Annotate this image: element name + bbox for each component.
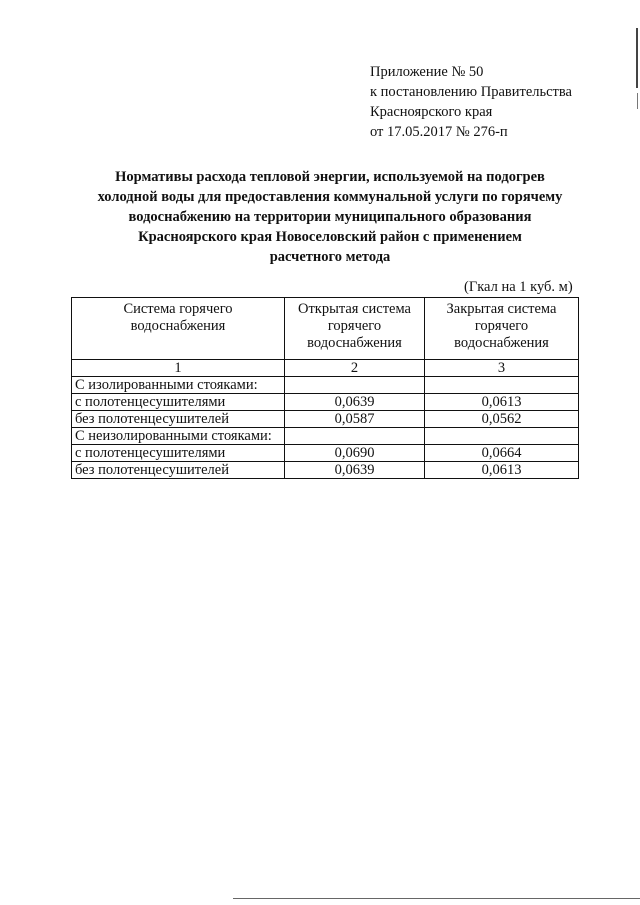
scan-edge-mark [637, 93, 638, 109]
table-row [72, 394, 579, 411]
header-closed-system [425, 298, 579, 360]
table-row [72, 445, 579, 462]
header-text: водоснабжения [307, 335, 402, 351]
open-value [285, 428, 425, 445]
row-label: С изолированными стояками: [72, 377, 285, 394]
title-line: Красноярского края Новоселовский район с применением [138, 229, 522, 245]
open-value: 0,0639 [285, 462, 425, 479]
row-label: с полотенцесушителями [72, 394, 285, 411]
table-header-row [72, 298, 579, 360]
header-text: Система горячего [123, 301, 233, 317]
header-text: горячего [474, 318, 529, 334]
table-row [72, 462, 579, 479]
closed-value: 0,0664 [425, 445, 579, 462]
column-number: 2 [285, 360, 425, 377]
row-label: с полотенцесушителями [72, 445, 285, 462]
closed-value: 0,0613 [425, 394, 579, 411]
annex-region: Красноярского края [370, 104, 493, 120]
table-row [72, 411, 579, 428]
document-title [70, 167, 590, 267]
title-line: Нормативы расхода тепловой энергии, используемой на подогрев [115, 169, 545, 185]
header-text: Закрытая система [446, 301, 557, 317]
open-value [285, 377, 425, 394]
column-number: 3 [425, 360, 579, 377]
open-value: 0,0690 [285, 445, 425, 462]
annex-resolution: к постановлению Правительства [370, 84, 572, 100]
column-number-row [72, 360, 579, 377]
unit-label: (Гкал на 1 куб. м) [464, 279, 573, 295]
open-value: 0,0639 [285, 394, 425, 411]
header-system [72, 298, 285, 360]
row-label: С неизолированными стояками: [72, 428, 285, 445]
annex-reference [370, 62, 572, 142]
footer-rule [233, 898, 640, 899]
row-label: без полотенцесушителей [72, 411, 285, 428]
annex-date: от 17.05.2017 № 276-п [370, 124, 508, 140]
row-label: без полотенцесушителей [72, 462, 285, 479]
norms-table [71, 297, 579, 479]
header-text: водоснабжения [454, 335, 549, 351]
scan-edge-mark [636, 28, 638, 88]
header-text: водоснабжения [130, 318, 226, 334]
annex-number: Приложение № 50 [370, 64, 484, 80]
open-value: 0,0587 [285, 411, 425, 428]
table-row [72, 428, 579, 445]
title-line: водоснабжению на территории муниципального образования [128, 209, 532, 225]
closed-value [425, 377, 579, 394]
title-line: расчетного метода [269, 249, 391, 265]
header-text: горячего [327, 318, 382, 334]
table-row [72, 377, 579, 394]
header-open-system [285, 298, 425, 360]
title-line: холодной воды для предоставления коммунальной услуги по горячему [97, 189, 563, 205]
header-text: Открытая система [297, 301, 411, 317]
closed-value: 0,0562 [425, 411, 579, 428]
column-number: 1 [72, 360, 285, 377]
closed-value: 0,0613 [425, 462, 579, 479]
closed-value [425, 428, 579, 445]
